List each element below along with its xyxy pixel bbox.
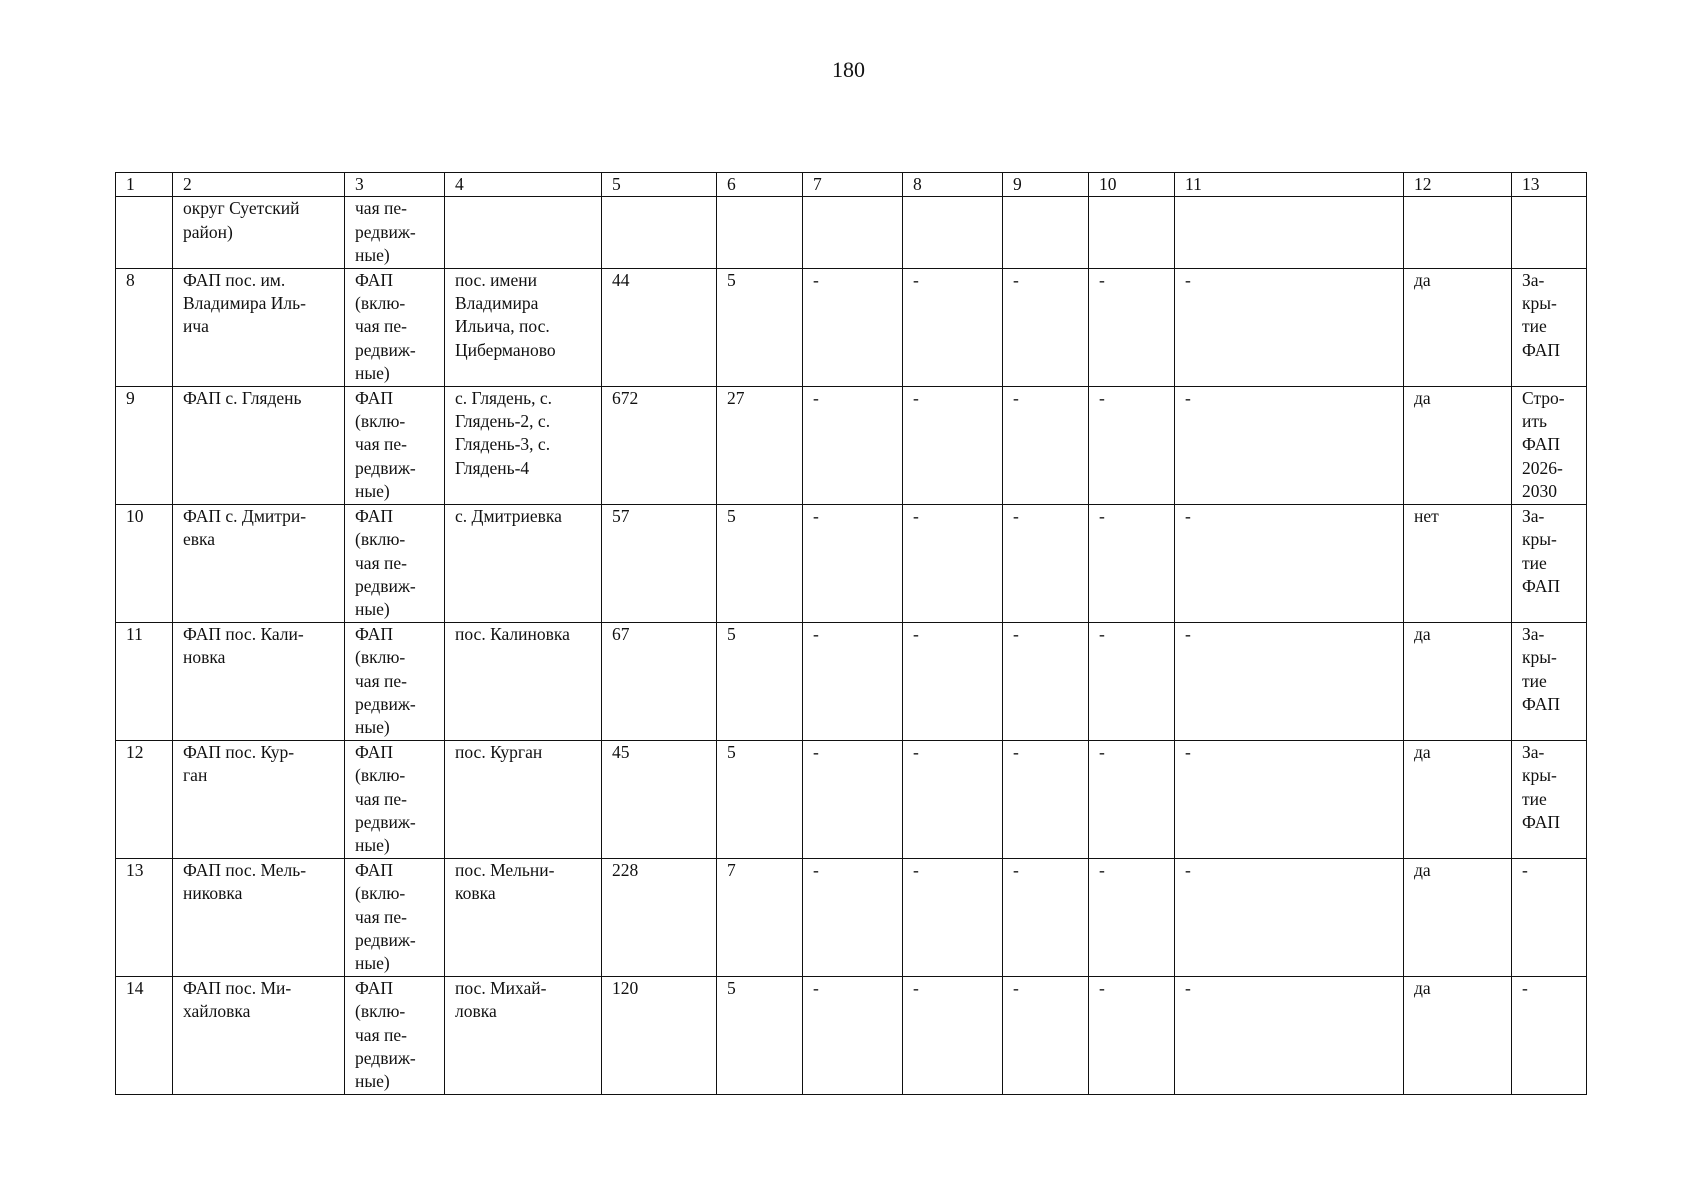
cell-line: никовка xyxy=(183,883,243,904)
cell-line: ФАП с. Глядень xyxy=(183,387,302,408)
table-cell: - xyxy=(1089,740,1175,858)
table-cell: 11 xyxy=(116,622,173,740)
cell-line: кры- xyxy=(1522,529,1557,550)
column-number-cell: 6 xyxy=(717,173,803,197)
cell-line: чая пе- xyxy=(355,434,407,455)
cell-line: (вклю- xyxy=(355,293,406,314)
table-cell: - xyxy=(1175,268,1404,386)
table-cell: 9 xyxy=(116,386,173,504)
table-row xyxy=(116,858,1587,976)
cell-line: пос. имени xyxy=(455,269,538,290)
table-cell xyxy=(445,504,602,622)
cell-line: Стро- xyxy=(1522,387,1565,408)
column-number-cell: 10 xyxy=(1089,173,1175,197)
table-cell xyxy=(602,197,717,268)
cell-line: кры- xyxy=(1522,647,1557,668)
table-cell: 13 xyxy=(116,858,173,976)
cell-line: с. Дмитриевка xyxy=(455,505,562,526)
column-number-cell: 3 xyxy=(345,173,445,197)
table-cell xyxy=(445,740,602,858)
table-cell: да xyxy=(1404,976,1512,1094)
cell-line: Владимира Иль- xyxy=(183,293,306,314)
cell-line: (вклю- xyxy=(355,529,406,550)
table-cell xyxy=(345,386,445,504)
cell-line: ФАП xyxy=(1522,693,1560,714)
cell-line: кры- xyxy=(1522,293,1557,314)
table-cell xyxy=(445,268,602,386)
cell-line: чая пе- xyxy=(355,198,407,219)
table-row xyxy=(116,622,1587,740)
column-number-row xyxy=(116,173,1587,197)
table-row xyxy=(116,268,1587,386)
table-cell: - xyxy=(1089,976,1175,1094)
table-row xyxy=(116,504,1587,622)
cell-line: ные) xyxy=(355,953,390,974)
cell-line: ФАП xyxy=(355,741,393,762)
cell-line: район) xyxy=(183,221,233,242)
cell-line: пос. Михай- xyxy=(455,977,547,998)
table-row xyxy=(116,386,1587,504)
table-cell: - xyxy=(803,268,903,386)
table-cell: да xyxy=(1404,858,1512,976)
cell-line: тие xyxy=(1522,316,1547,337)
table-cell xyxy=(345,740,445,858)
table-cell: - xyxy=(1089,268,1175,386)
table-cell xyxy=(116,197,173,268)
table-cell xyxy=(1512,622,1587,740)
table-row xyxy=(116,740,1587,858)
table-cell: - xyxy=(803,622,903,740)
cell-line: ные) xyxy=(355,481,390,502)
column-number-cell: 2 xyxy=(173,173,345,197)
cell-line: кры- xyxy=(1522,765,1557,786)
table-cell: 672 xyxy=(602,386,717,504)
table-cell: - xyxy=(903,386,1003,504)
cell-line: редвиж- xyxy=(355,930,416,950)
cell-line: тие xyxy=(1522,788,1547,809)
table-cell: - xyxy=(1003,976,1089,1094)
table-cell: нет xyxy=(1404,504,1512,622)
table-cell xyxy=(173,622,345,740)
table-cell: - xyxy=(803,858,903,976)
table-cell: - xyxy=(1003,740,1089,858)
cell-line: тие xyxy=(1522,552,1547,573)
cell-line: ФАП xyxy=(355,977,393,998)
cell-line: ФАП xyxy=(355,623,393,644)
cell-line: ить xyxy=(1522,411,1547,432)
table-cell: - xyxy=(803,976,903,1094)
cell-line: ФАП пос. Мель- xyxy=(183,859,307,880)
table-cell: 44 xyxy=(602,268,717,386)
table-cell: 5 xyxy=(717,504,803,622)
table-cell: - xyxy=(1003,858,1089,976)
table-cell xyxy=(345,976,445,1094)
cell-line: ФАП xyxy=(1522,339,1560,360)
table-cell xyxy=(1512,858,1587,976)
cell-line: ган xyxy=(183,765,208,786)
cell-line: чая пе- xyxy=(355,552,407,573)
facilities-table xyxy=(115,172,1587,1095)
cell-line: (вклю- xyxy=(355,647,406,668)
cell-line: ФАП пос. Ми- xyxy=(183,977,292,998)
cell-line: ФАП пос. Кали- xyxy=(183,623,304,644)
table-cell xyxy=(1512,740,1587,858)
cell-line: За- xyxy=(1522,505,1545,526)
column-number-cell: 4 xyxy=(445,173,602,197)
cell-line: ФАП пос. Кур- xyxy=(183,741,295,762)
column-number-cell: 9 xyxy=(1003,173,1089,197)
cell-line: ные) xyxy=(355,1071,390,1092)
cell-line: Владимира xyxy=(455,293,539,314)
cell-line: 2030 xyxy=(1522,481,1557,502)
column-number-cell: 13 xyxy=(1512,173,1587,197)
cell-line: ные) xyxy=(355,363,390,384)
cell-line: ные) xyxy=(355,835,390,856)
table-cell: - xyxy=(1175,740,1404,858)
table-cell xyxy=(445,976,602,1094)
table-cell: 67 xyxy=(602,622,717,740)
table-cell: 57 xyxy=(602,504,717,622)
table-cell xyxy=(903,197,1003,268)
table-cell: - xyxy=(1175,858,1404,976)
table-cell: 45 xyxy=(602,740,717,858)
table-cell xyxy=(345,197,445,268)
column-number-cell: 12 xyxy=(1404,173,1512,197)
table-cell xyxy=(1404,197,1512,268)
cell-line: ные) xyxy=(355,599,390,620)
table-cell xyxy=(345,858,445,976)
table-cell: 228 xyxy=(602,858,717,976)
table-cell xyxy=(173,268,345,386)
cell-line: чая пе- xyxy=(355,788,407,809)
cell-line: ФАП пос. им. xyxy=(183,269,286,290)
cell-line: (вклю- xyxy=(355,883,406,904)
table-cell: - xyxy=(1175,622,1404,740)
cell-line: тие xyxy=(1522,670,1547,691)
cell-line: За- xyxy=(1522,269,1545,290)
table-cell: 12 xyxy=(116,740,173,858)
cell-line: Глядень-2, с. xyxy=(455,411,551,432)
column-number-cell: 11 xyxy=(1175,173,1404,197)
cell-line: чая пе- xyxy=(355,670,407,691)
table-cell: да xyxy=(1404,268,1512,386)
cell-line: чая пе- xyxy=(355,316,407,337)
table-cell: - xyxy=(903,858,1003,976)
cell-line: За- xyxy=(1522,741,1545,762)
table-cell: да xyxy=(1404,386,1512,504)
table-body xyxy=(116,173,1587,1095)
cell-line: новка xyxy=(183,647,226,668)
cell-line: пос. Курган xyxy=(455,741,543,762)
cell-line: ФАП xyxy=(1522,434,1560,455)
cell-line: - xyxy=(1522,859,1528,880)
table-cell: 27 xyxy=(717,386,803,504)
cell-line: ные) xyxy=(355,245,390,266)
cell-line: ковка xyxy=(455,883,496,904)
table-cell: - xyxy=(1003,622,1089,740)
column-number-cell: 7 xyxy=(803,173,903,197)
cell-line: Циберманово xyxy=(455,339,556,360)
cell-line: (вклю- xyxy=(355,411,406,432)
table-cell xyxy=(1175,197,1404,268)
table-cell: да xyxy=(1404,622,1512,740)
cell-line: ные) xyxy=(355,717,390,738)
cell-line: редвиж- xyxy=(355,1048,416,1069)
cell-line: ФАП xyxy=(355,859,393,880)
cell-line: редвиж- xyxy=(355,575,416,596)
cell-line: округ Суетский xyxy=(183,198,300,219)
table-cell: да xyxy=(1404,740,1512,858)
column-number-cell: 8 xyxy=(903,173,1003,197)
column-number-cell: 5 xyxy=(602,173,717,197)
table-cell xyxy=(803,197,903,268)
table-cell: - xyxy=(1175,386,1404,504)
table-cell: - xyxy=(903,976,1003,1094)
cell-line: редвиж- xyxy=(355,811,416,832)
table-cell xyxy=(173,740,345,858)
table-cell: - xyxy=(803,504,903,622)
table-cell xyxy=(173,197,345,268)
table-cell: 120 xyxy=(602,976,717,1094)
cell-line: с. Глядень, с. xyxy=(455,387,553,408)
table-cell xyxy=(173,976,345,1094)
table-cell xyxy=(345,504,445,622)
cell-line: редвиж- xyxy=(355,457,416,478)
table-cell xyxy=(1512,268,1587,386)
cell-line: Глядень-3, с. xyxy=(455,434,551,455)
cell-line: ловка xyxy=(455,1001,497,1022)
table-cell: - xyxy=(903,268,1003,386)
table-cell: - xyxy=(1003,386,1089,504)
table-cell: 5 xyxy=(717,976,803,1094)
continuation-row xyxy=(116,197,1587,268)
cell-line: пос. Калиновка xyxy=(455,623,570,644)
table-cell xyxy=(1003,197,1089,268)
table-cell: 14 xyxy=(116,976,173,1094)
page-number: 180 xyxy=(832,57,865,82)
table-cell xyxy=(445,622,602,740)
table-cell: - xyxy=(803,740,903,858)
table-cell: - xyxy=(1175,976,1404,1094)
cell-line: - xyxy=(1522,977,1528,998)
table-cell xyxy=(1512,504,1587,622)
table-cell: 8 xyxy=(116,268,173,386)
table-cell xyxy=(173,504,345,622)
table-cell: 5 xyxy=(717,740,803,858)
cell-line: ФАП xyxy=(1522,575,1560,596)
table-cell: 7 xyxy=(717,858,803,976)
cell-line: чая пе- xyxy=(355,906,407,927)
table-cell xyxy=(1512,197,1587,268)
cell-line: чая пе- xyxy=(355,1024,407,1045)
cell-line: ФАП xyxy=(355,505,393,526)
cell-line: ФАП xyxy=(355,387,393,408)
cell-line: За- xyxy=(1522,623,1545,644)
cell-line: евка xyxy=(183,529,216,550)
cell-line: Ильича, пос. xyxy=(455,316,550,337)
table-cell: - xyxy=(1089,622,1175,740)
table-cell: - xyxy=(1089,504,1175,622)
table-cell xyxy=(1512,976,1587,1094)
table-cell xyxy=(1089,197,1175,268)
table-cell: - xyxy=(1175,504,1404,622)
table-cell xyxy=(717,197,803,268)
table-cell xyxy=(445,197,602,268)
cell-line: редвиж- xyxy=(355,339,416,360)
column-number-cell: 1 xyxy=(116,173,173,197)
table-cell: - xyxy=(903,504,1003,622)
cell-line: ФАП xyxy=(1522,811,1560,832)
cell-line: 2026- xyxy=(1522,457,1563,478)
cell-line: пос. Мельни- xyxy=(455,859,555,880)
table-cell: 5 xyxy=(717,622,803,740)
table-cell: - xyxy=(803,386,903,504)
table-cell xyxy=(345,622,445,740)
cell-line: (вклю- xyxy=(355,1001,406,1022)
table-cell: - xyxy=(1089,386,1175,504)
table-cell xyxy=(445,386,602,504)
cell-line: ФАП xyxy=(355,269,393,290)
table-cell: 10 xyxy=(116,504,173,622)
cell-line: редвиж- xyxy=(355,693,416,714)
table-cell xyxy=(173,858,345,976)
table-cell: - xyxy=(903,740,1003,858)
table-cell xyxy=(445,858,602,976)
table-cell: - xyxy=(1089,858,1175,976)
table-cell xyxy=(1512,386,1587,504)
table-cell: - xyxy=(1003,268,1089,386)
table-cell xyxy=(345,268,445,386)
cell-line: ича xyxy=(183,316,209,337)
table-cell: - xyxy=(1003,504,1089,622)
cell-line: (вклю- xyxy=(355,765,406,786)
cell-line: редвиж- xyxy=(355,221,416,242)
table-cell xyxy=(173,386,345,504)
cell-line: ФАП с. Дмитри- xyxy=(183,505,307,526)
cell-line: Глядень-4 xyxy=(455,457,530,478)
table-cell: 5 xyxy=(717,268,803,386)
table-row xyxy=(116,976,1587,1094)
table-cell: - xyxy=(903,622,1003,740)
cell-line: хайловка xyxy=(183,1001,251,1022)
